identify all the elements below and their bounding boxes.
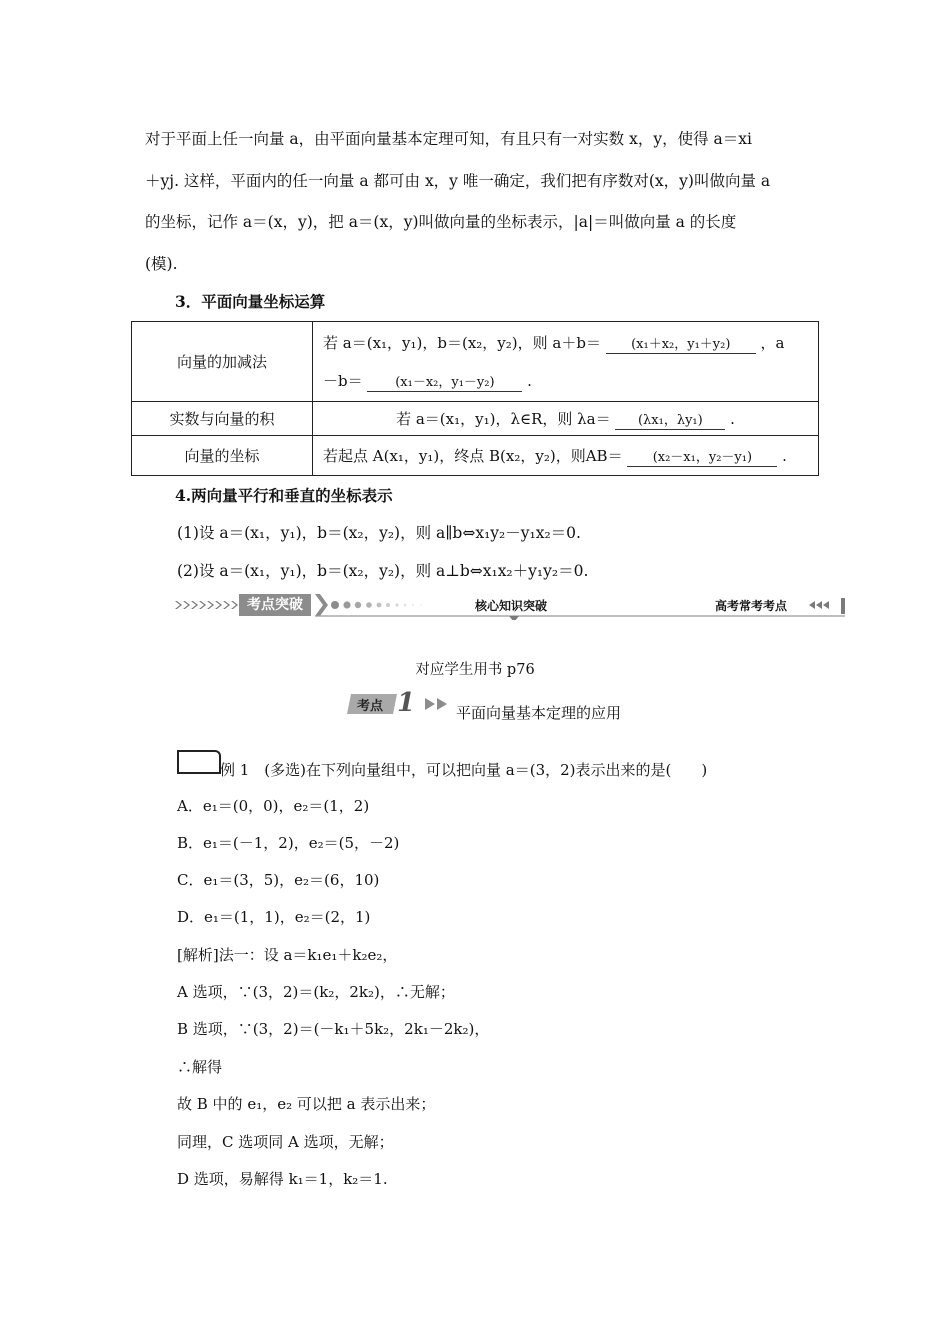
solution-line-1: [解析]法一：设 a＝k₁e₁＋k₂e₂， bbox=[177, 946, 398, 964]
table-row bbox=[132, 322, 819, 402]
solution-line-4: ∴解得 bbox=[177, 1058, 223, 1076]
solution-line-5: 故 B 中的 e₁，e₂ 可以把 a 表示出来； bbox=[177, 1095, 436, 1113]
kaodian-label: 考点 bbox=[357, 699, 384, 714]
section-3-heading: 3．平面向量坐标运算 bbox=[175, 292, 326, 311]
solution-line-7: D 选项，易解得 k₁＝1，k₂＝1. bbox=[177, 1170, 388, 1188]
table-row-content bbox=[313, 436, 819, 476]
table-row bbox=[132, 402, 819, 436]
intro-line-1: 对于平面上任一向量 a，由平面向量基本定理可知，有且只有一对实数 x，y，使得 a＝xi bbox=[145, 130, 752, 148]
solution-line-2: A 选项，∵(3，2)＝(k₂，2k₂)，∴无解； bbox=[177, 983, 455, 1001]
dot-trail-icon bbox=[331, 601, 422, 609]
coordinate-operations-table bbox=[131, 321, 819, 476]
banner-right-label: 高考常考考点 bbox=[715, 599, 788, 613]
kaodian-title: 平面向量基本定理的应用 bbox=[456, 704, 622, 722]
row-text: 若 a＝(x₁，y₁)，λ∈R，则 λa＝ bbox=[396, 409, 611, 428]
table-row bbox=[132, 436, 819, 476]
option-d: D．e₁＝(1，1)，e₂＝(2，1) bbox=[177, 908, 371, 926]
section-4-item-1: (1)设 a＝(x₁，y₁)，b＝(x₂，y₂)，则 a∥b⇔x₁y₂－y₁x₂＝0. bbox=[177, 524, 581, 542]
option-a: A．e₁＝(0，0)，e₂＝(1，2) bbox=[177, 797, 370, 815]
kaodian-number: 1 bbox=[397, 688, 416, 718]
table-row-label: 实数与向量的积 bbox=[132, 402, 313, 436]
solution-line-6: 同理，C 选项同 A 选项，无解； bbox=[177, 1133, 394, 1151]
table-row-label: 向量的坐标 bbox=[132, 436, 313, 476]
chip-arrow-icon bbox=[315, 594, 328, 616]
row-text: 若 a＝(x₁，y₁)，b＝(x₂，y₂)，则 a＋b＝ bbox=[323, 333, 601, 352]
row-text: 若起点 A(x₁，y₁)，终点 B(x₂，y₂)，则AB＝ bbox=[323, 446, 623, 465]
table-row-content bbox=[313, 402, 819, 436]
intro-line-4: (模). bbox=[145, 255, 178, 273]
table-row-content bbox=[313, 322, 819, 402]
student-book-reference: 对应学生用书 p76 bbox=[415, 662, 535, 678]
banner-center-label: 核心知识突破 bbox=[475, 599, 548, 613]
section-4-heading: 4.两向量平行和垂直的坐标表示 bbox=[175, 486, 393, 505]
intro-line-2: ＋yj. 这样，平面内的任一向量 a 都可由 x，y 唯一确定，我们把有序数对(x，y)叫做向量 a bbox=[145, 172, 771, 190]
kaodian-badge bbox=[345, 688, 455, 718]
solution-line-3: B 选项，∵(3，2)＝(－k₁＋5k₂，2k₁－2k₂)， bbox=[177, 1020, 490, 1038]
option-c: C．e₁＝(3，5)，e₂＝(6，10) bbox=[177, 871, 380, 889]
down-pointer-icon bbox=[509, 616, 519, 620]
row-text: . bbox=[782, 446, 787, 465]
row-text: ，a bbox=[760, 333, 785, 352]
banner-chip: 考点突破 bbox=[239, 594, 311, 616]
row-text: . bbox=[730, 409, 735, 428]
fill-blank: (x₁－x₂，y₁－y₂) bbox=[367, 375, 522, 392]
section-4-item-2: (2)设 a＝(x₁，y₁)，b＝(x₂，y₂)，则 a⊥b⇔x₁x₂＋y₁y₂＝0. bbox=[177, 562, 589, 580]
end-bar-icon bbox=[841, 598, 845, 614]
intro-line-3: 的坐标，记作 a＝(x，y)，把 a＝(x，y)叫做向量的坐标表示，|a|＝叫做向量 a 的长度 bbox=[145, 213, 737, 231]
fill-blank: (x₁＋x₂，y₁＋y₂) bbox=[606, 337, 756, 354]
section-banner bbox=[175, 594, 847, 620]
example-stem: 例 1 (多选)在下列向量组中，可以把向量 a＝(3，2)表示出来的是( ) bbox=[220, 761, 708, 779]
row-text: －b＝ bbox=[323, 371, 363, 390]
chevron-arrows-icon bbox=[175, 601, 238, 609]
left-chevrons-icon bbox=[809, 601, 829, 609]
example-box-icon bbox=[177, 750, 221, 774]
table-row-label: 向量的加减法 bbox=[132, 322, 313, 402]
fill-blank: (x₂－x₁，y₂－y₁) bbox=[627, 450, 777, 467]
option-b: B．e₁＝(－1，2)，e₂＝(5，－2) bbox=[177, 834, 400, 852]
fill-blank: (λx₁，λy₁) bbox=[615, 413, 725, 430]
row-text: . bbox=[527, 371, 532, 390]
